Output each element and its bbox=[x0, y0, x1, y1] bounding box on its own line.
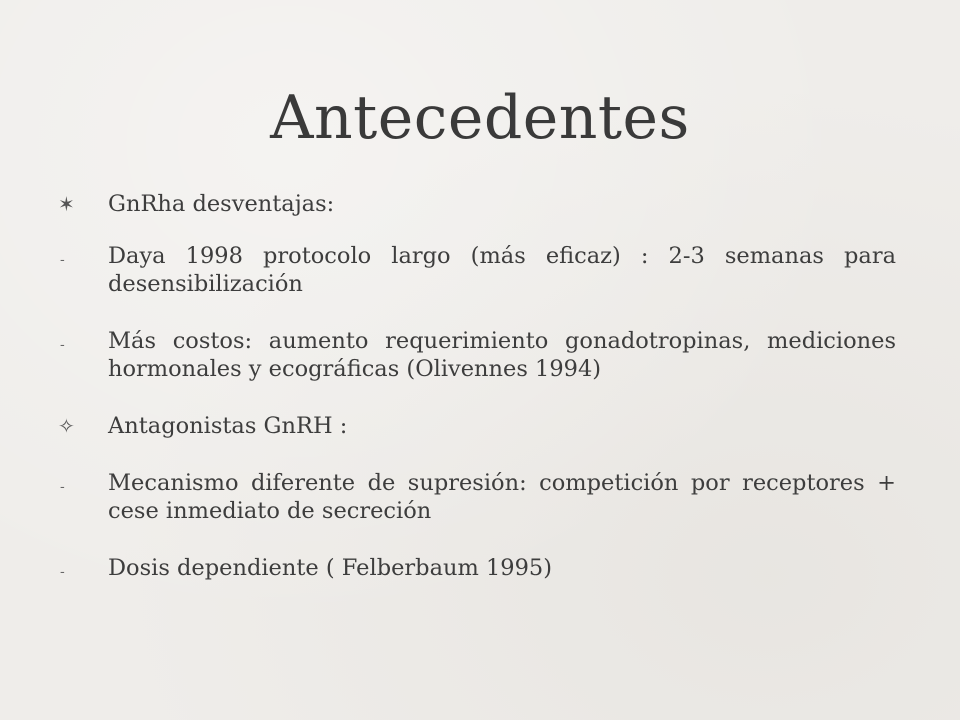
dash-bullet-icon: - bbox=[60, 479, 65, 495]
sub-bullet-item bbox=[58, 469, 896, 525]
bullet-text: Daya 1998 protocolo largo (más eficaz) : 2-3 semanas para desensibilización bbox=[108, 243, 896, 297]
dash-bullet-icon: - bbox=[60, 564, 65, 580]
four-point-star-bullet-icon: ✧ bbox=[58, 414, 75, 438]
bullet-text: Más costos: aumento requerimiento gonadotropinas, mediciones hormonales y ecográficas (Olivennes 1994) bbox=[108, 328, 896, 382]
slide-title: Antecedentes bbox=[270, 83, 690, 153]
dash-bullet-icon: - bbox=[60, 252, 65, 268]
bullet-item bbox=[58, 412, 896, 440]
sub-bullet-item bbox=[58, 242, 896, 298]
star-bullet-icon: ✶ bbox=[58, 192, 75, 216]
bullet-text: Antagonistas GnRH : bbox=[108, 413, 348, 439]
bullet-item bbox=[58, 190, 896, 218]
bullet-text: GnRha desventajas: bbox=[108, 191, 335, 217]
bullet-text: Mecanismo diferente de supresión: competición por receptores + cese inmediato de secreción bbox=[108, 470, 896, 524]
slide-content bbox=[58, 190, 896, 582]
dash-bullet-icon: - bbox=[60, 337, 65, 353]
sub-bullet-item bbox=[58, 554, 896, 582]
bullet-text: Dosis dependiente ( Felberbaum 1995) bbox=[108, 555, 553, 581]
sub-bullet-item bbox=[58, 327, 896, 383]
